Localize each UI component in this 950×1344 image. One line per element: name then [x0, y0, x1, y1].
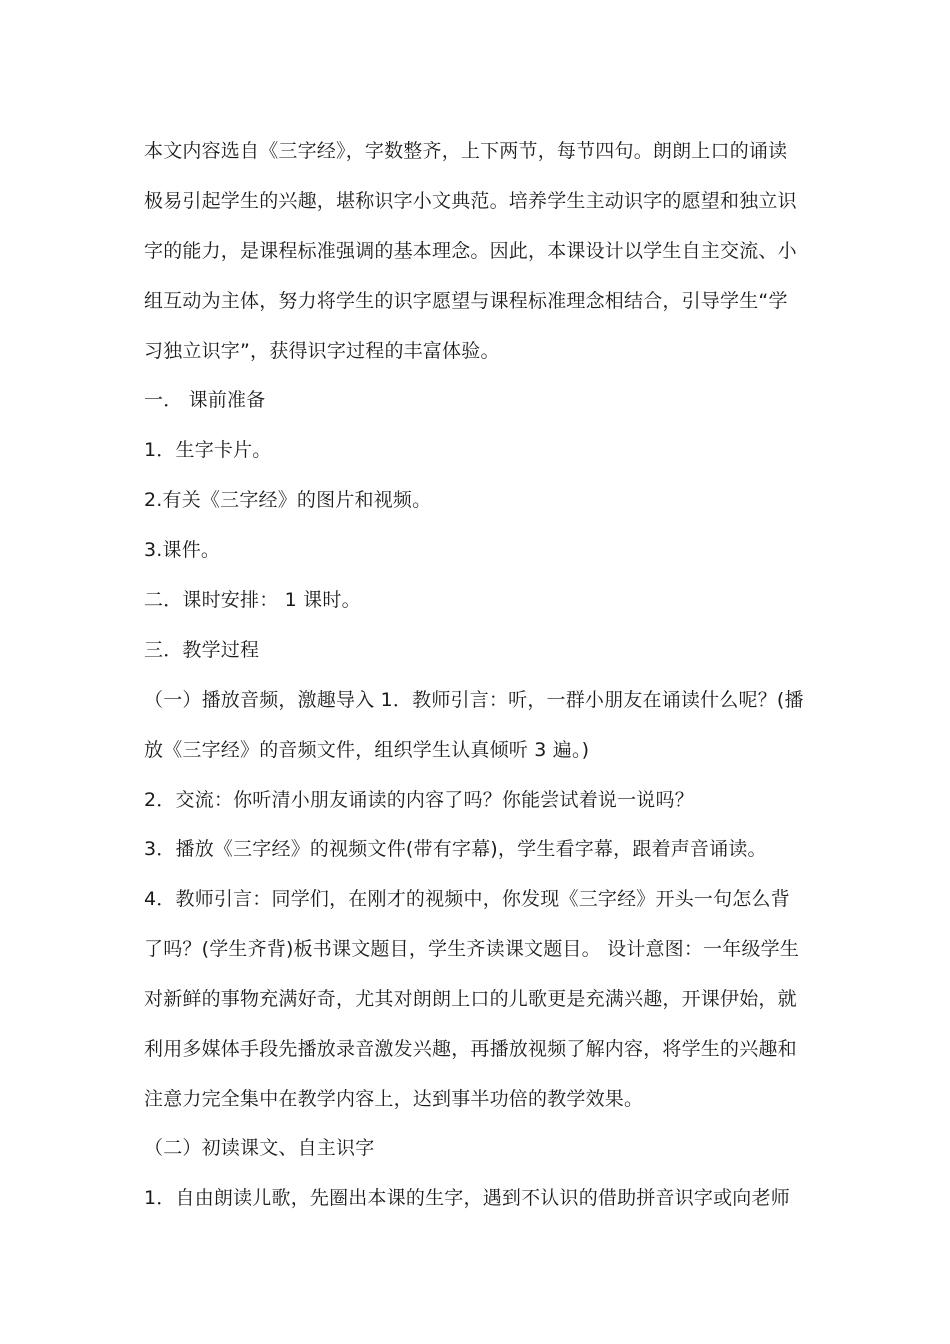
list-item: 4．教师引言：同学们，在刚才的视频中，你发现《三字经》开头一句怎么背 [144, 888, 790, 910]
section-heading: （二）初读课文、自主识字 [144, 1137, 375, 1159]
paragraph-line: 极易引起学生的兴趣，堪称识字小文典范。培养学生主动识字的愿望和独立识 [144, 190, 797, 212]
list-item: 1．生字卡片。 [144, 439, 272, 461]
paragraph-line: （一）播放音频，激趣导入 1．教师引言：听，一群小朋友在诵读什么呢？(播 [144, 689, 804, 711]
list-item: 2．交流：你听清小朋友诵读的内容了吗？你能尝试着说一说吗？ [144, 789, 694, 811]
paragraph-line: 了吗？(学生齐背)板书课文题目，学生齐读课文题目。 设计意图：一年级学生 [144, 938, 800, 960]
paragraph-line: 对新鲜的事物充满好奇，尤其对朗朗上口的儿歌更是充满兴趣，开课伊始，就 [144, 988, 797, 1010]
section-heading: 二．课时安排： 1 课时。 [144, 589, 361, 611]
list-item: 1．自由朗读儿歌，先圈出本课的生字，遇到不认识的借助拼音识字或向老师 [144, 1187, 790, 1209]
list-item: 2.有关《三字经》的图片和视频。 [144, 489, 432, 511]
paragraph-line: 字的能力，是课程标准强调的基本理念。因此，本课设计以学生自主交流、小 [144, 240, 797, 262]
paragraph-line: 组互动为主体，努力将学生的识字愿望与课程标准理念相结合，引导学生“学 [144, 290, 788, 312]
list-item: 3.课件。 [144, 539, 221, 561]
section-heading: 一． 课前准备 [144, 389, 266, 411]
paragraph-line: 注意力完全集中在教学内容上，达到事半功倍的教学效果。 [144, 1088, 644, 1110]
paragraph-line: 习独立识字”，获得识字过程的丰富体验。 [144, 340, 500, 362]
section-heading: 三．教学过程 [144, 639, 260, 661]
paragraph-line: 利用多媒体手段先播放录音激发兴趣，再播放视频了解内容，将学生的兴趣和 [144, 1038, 797, 1060]
paragraph-line: 放《三字经》的音频文件，组织学生认真倾听 3 遍。) [144, 739, 590, 761]
list-item: 3．播放《三字经》的视频文件(带有字幕)，学生看字幕，跟着声音诵读。 [144, 838, 767, 860]
paragraph-line: 本文内容选自《三字经》，字数整齐，上下两节，每节四句。朗朗上口的诵读 [144, 140, 788, 162]
